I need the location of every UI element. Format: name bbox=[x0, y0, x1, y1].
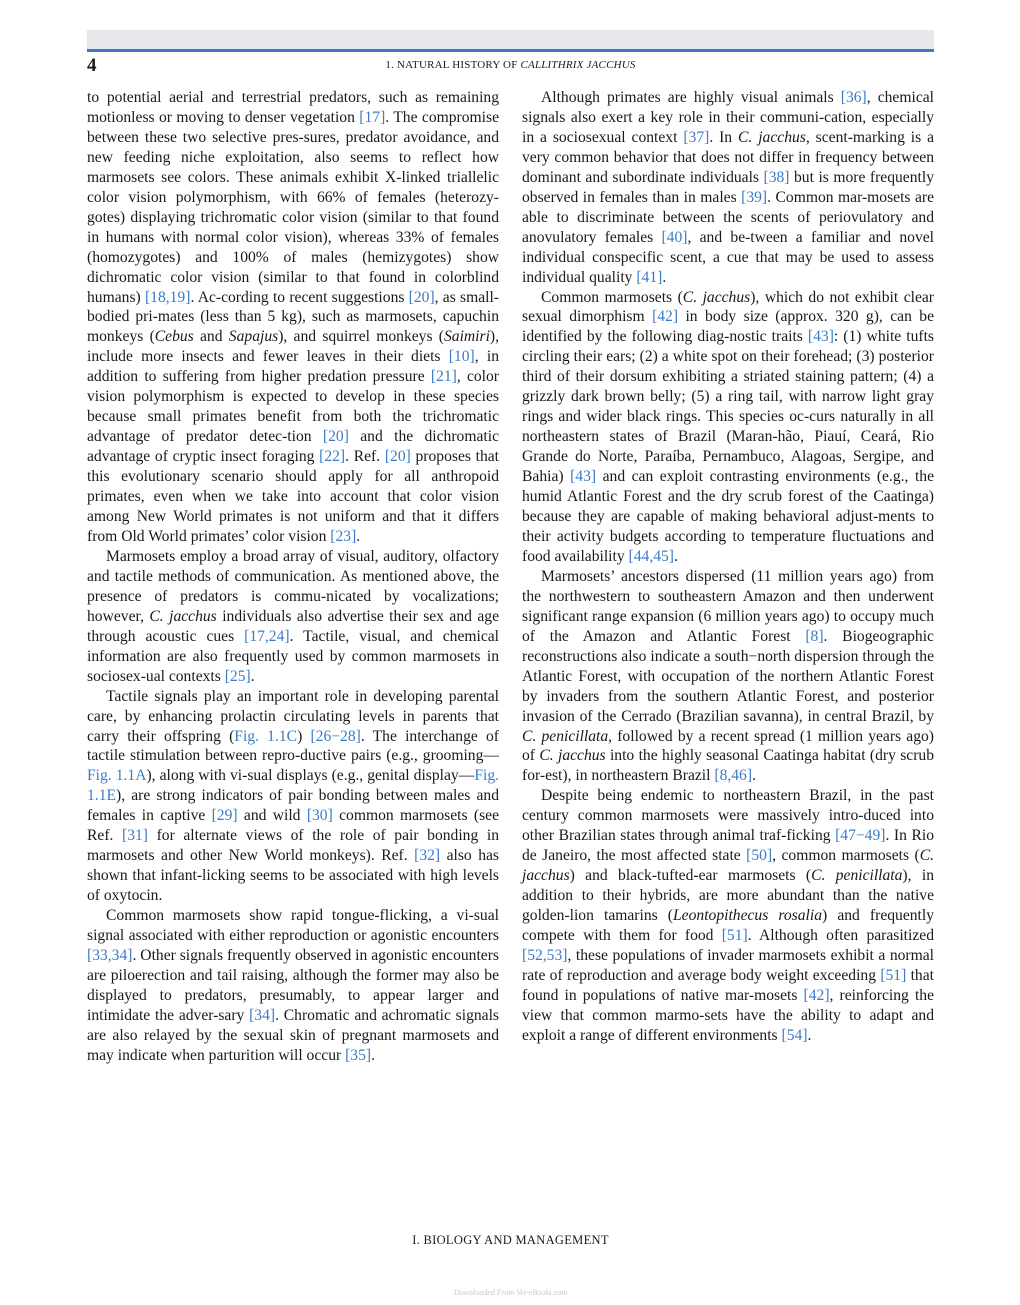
citation-link[interactable]: [41] bbox=[636, 268, 663, 286]
citation-link[interactable]: [32] bbox=[414, 847, 441, 865]
citation-link[interactable]: [35] bbox=[345, 1046, 372, 1064]
citation-link[interactable]: [8,46] bbox=[714, 767, 753, 785]
running-head-prefix: 1. NATURAL HISTORY OF bbox=[385, 59, 521, 71]
citation-link[interactable]: [34] bbox=[249, 1006, 276, 1024]
citation-link[interactable]: [22] bbox=[319, 448, 346, 466]
figure-link[interactable]: Fig. 1.1C bbox=[234, 727, 298, 745]
running-head bbox=[87, 59, 934, 71]
citation-link[interactable]: [17] bbox=[359, 108, 386, 126]
citation-link[interactable]: [38] bbox=[763, 168, 790, 186]
header-band bbox=[87, 30, 934, 52]
citation-link[interactable]: [20] bbox=[322, 428, 349, 446]
citation-link[interactable]: [51] bbox=[721, 927, 748, 945]
figure-link[interactable]: Fig. 1.1E bbox=[87, 767, 500, 805]
citation-link[interactable]: [25] bbox=[224, 667, 251, 685]
citation-link[interactable]: [42] bbox=[652, 308, 679, 326]
citation-link[interactable]: [43] bbox=[570, 468, 597, 486]
page-number: 4 bbox=[87, 55, 97, 76]
citation-link[interactable]: [31] bbox=[122, 827, 148, 845]
paragraph: Marmosets employ a broad array of visual, auditory, olfactory and tactile methods of communication. As mentioned above, the presence of predators is commu-nicated by vocalizations; however, C. jacchus individuals also advertise their sex and age through acoustic cues [17,24]. Tactile, visual, and chemical information are also frequently used by common marmosets in sociosex-ual contexts [25]. bbox=[87, 547, 499, 685]
citation-link[interactable]: [26−28] bbox=[310, 727, 361, 745]
citation-link[interactable]: [33,34] bbox=[87, 946, 133, 964]
citation-link[interactable]: [21] bbox=[430, 368, 457, 386]
citation-link[interactable]: [8] bbox=[805, 627, 824, 645]
citation-link[interactable]: [54] bbox=[781, 1026, 808, 1044]
paragraph: Tactile signals play an important role in developing parental care, by enhancing prolactin circulating levels in parents that carry their offspring (Fig. 1.1C) [26−28]. The interchange of tactile stimulation between repro-ductive pairs (e.g., grooming—Fig. 1.1A), along with vi-sual displays (e.g., genital display—Fig. 1.1E), are strong indicators of pair bonding between males and females in captive [29] and wild [30] common marmosets (see Ref. [31] for alternate views of the role of pair bonding in marmosets and other New World monkeys). Ref. [32] also has shown that infant-licking seems to be associated with high levels of oxytocin. bbox=[87, 687, 500, 905]
citation-link[interactable]: [30] bbox=[306, 807, 333, 825]
paragraph: to potential aerial and terrestrial predators, such as remaining motionless or moving to denser vegetation [17]. The compromise between these two selective pres-sures, predator avoidance, and new feeding niche exploitation, also seems to reflect how marmosets see colors. These animals exhibit X-linked triallelic color vision polymorphism, with 66% of females (heterozy-gotes) displaying trichromatic color vision (similar to that found in humans with normal color vision), whereas 33% of females (homozygotes) and 100% of males (hemizygotes) show dichromatic color vision (similar to that found in colorblind humans) [18,19]. Ac-cording to recent suggestions [20], as small-bodied pri-mates (less than 5 kg), such as marmosets, capuchin monkeys (Cebus and Sapajus), and squirrel monkeys (Saimiri), include more insects and fewer leaves in their diets [10], in addition to suffering from higher predation pressure [21], color vision polymorphism is expected to develop in these species because small primates benefit from both the trichromatic advantage of predator detec-tion [20] and the dichromatic advantage of cryptic insect foraging [22]. Ref. [20] proposes that this evolutionary scenario should apply for all anthropoid primates, even when we take into account that color vision among New World primates is not uniform and that it differs from Old World primates’ color vision [23]. bbox=[87, 89, 500, 545]
paragraph: Common marmosets (C. jacchus), which do not exhibit clear sexual dimorphism [42] in body size (approx. 320 g), can be identified by the following diag-nostic traits [43]: (1) white tufts circling their ears; (2) a white spot on their forehead; (3) posterior third of their dorsum exhibiting a striated staining pattern; (4) a grizzly dark brown belly; (5) a ring tail, with narrow light gray rings and wider black rings. This species oc-curs naturally in all northeastern states of Brazil (Maran-hão, Piauí, Ceará, Rio Grande do Norte, Paraíba, Pernambuco, Alagoas, Sergipe, and Bahia) [43] and can exploit contrasting environments (e.g., the humid Atlantic Forest and the dry scrub forest of the Caatinga) because they are capable of making behavioral adjust-ments to their activity budgets according to temperature fluctuations and food availability [44,45]. bbox=[522, 288, 935, 565]
left-column bbox=[87, 88, 499, 1066]
figure-link[interactable]: Fig. 1.1A bbox=[87, 767, 147, 785]
citation-link[interactable]: [37] bbox=[683, 128, 710, 146]
citation-link[interactable]: [20] bbox=[384, 448, 411, 466]
citation-link[interactable]: [42] bbox=[803, 986, 830, 1004]
citation-link[interactable]: [18,19] bbox=[144, 288, 191, 306]
running-head-species: CALLITHRIX JACCHUS bbox=[520, 59, 636, 71]
citation-link[interactable]: [17,24] bbox=[244, 627, 290, 645]
citation-link[interactable]: [40] bbox=[661, 228, 688, 246]
paragraph: Despite being endemic to northeastern Brazil, in the past century common marmosets were massively intro-duced into other Brazilian states through animal traf-ficking [47−49]. In Rio de Janeiro, the most affected state [50], common marmosets (C. jacchus) and black-tufted-ear marmosets (C. penicillata), in addition to their hybrids, are more abundant than the native golden-lion tamarins (Leontopithecus rosalia) and frequently compete with them for food [51]. Although often parasitized [52,53], these populations of invader marmosets exhibit a normal rate of reproduction and average body weight exceeding [51] that found in populations of native mar-mosets [42], reinforcing the view that common marmo-sets have the ability to adapt and exploit a range of different environments [54]. bbox=[522, 787, 935, 1044]
citation-link[interactable]: [44,45] bbox=[628, 547, 675, 565]
paragraph: Although primates are highly visual animals [36], chemical signals also exert a key role in their communi-cation, especially in a sociosexual context [37]. In C. jacchus, scent-marking is a very common behavior that does not differ in frequency between dominant and subordinate individuals [38] but is more frequently observed in females than in males [39]. Common mar-mosets are able to discriminate between the scents of periovulatory and anovulatory females [40], and be-tween a familiar and novel individual conspecific scent, a cue that may be used to assess individual quality [41]. bbox=[522, 89, 934, 286]
download-watermark: Downloaded From Vet-eBooks.com bbox=[453, 1288, 568, 1297]
right-column bbox=[522, 88, 934, 1046]
citation-link[interactable]: [43] bbox=[807, 328, 834, 346]
citation-link[interactable]: [29] bbox=[211, 807, 238, 825]
citation-link[interactable]: [23] bbox=[330, 527, 357, 545]
section-footer: I. BIOLOGY AND MANAGEMENT bbox=[412, 1233, 609, 1247]
paragraph: Common marmosets show rapid tongue-flicking, a vi-sual signal associated with either reproduction or agonistic encounters [33,34]. Other signals frequently observed in agonistic encounters are piloerection and tail raising, although the former may also be displayed to predators, presumably, to appear larger and intimidate the adver-sary [34]. Chromatic and achromatic signals are also relayed by the sexual skin of pregnant marmosets and may indicate when parturition will occur [35]. bbox=[87, 907, 499, 1064]
citation-link[interactable]: [20] bbox=[408, 288, 435, 306]
citation-link[interactable]: [36] bbox=[840, 89, 867, 106]
paragraph: Marmosets’ ancestors dispersed (11 million years ago) from the northwestern to southeastern Amazon and then underwent significant range expansion (6 million years ago) to occupy much of the Amazon and Atlantic Forest [8]. Biogeographic reconstructions also indicate a south−north dispersion through the Atlantic Forest, with occupation of the northern Atlantic Forest by invaders from the southern Atlantic Forest, and posterior invasion of the Cerrado (Brazilian savanna), in central Brazil, by C. penicillata, followed by a recent spread (1 million years ago) of C. jacchus into the highly seasonal Caatinga habitat (dry scrub for-est), in northeastern Brazil [8,46]. bbox=[522, 567, 934, 785]
citation-link[interactable]: [47−49] bbox=[835, 827, 886, 845]
citation-link[interactable]: [50] bbox=[746, 847, 773, 865]
citation-link[interactable]: [51] bbox=[880, 966, 907, 984]
citation-link[interactable]: [52,53] bbox=[522, 946, 568, 964]
citation-link[interactable]: [10] bbox=[448, 348, 475, 366]
citation-link[interactable]: [39] bbox=[741, 188, 768, 206]
